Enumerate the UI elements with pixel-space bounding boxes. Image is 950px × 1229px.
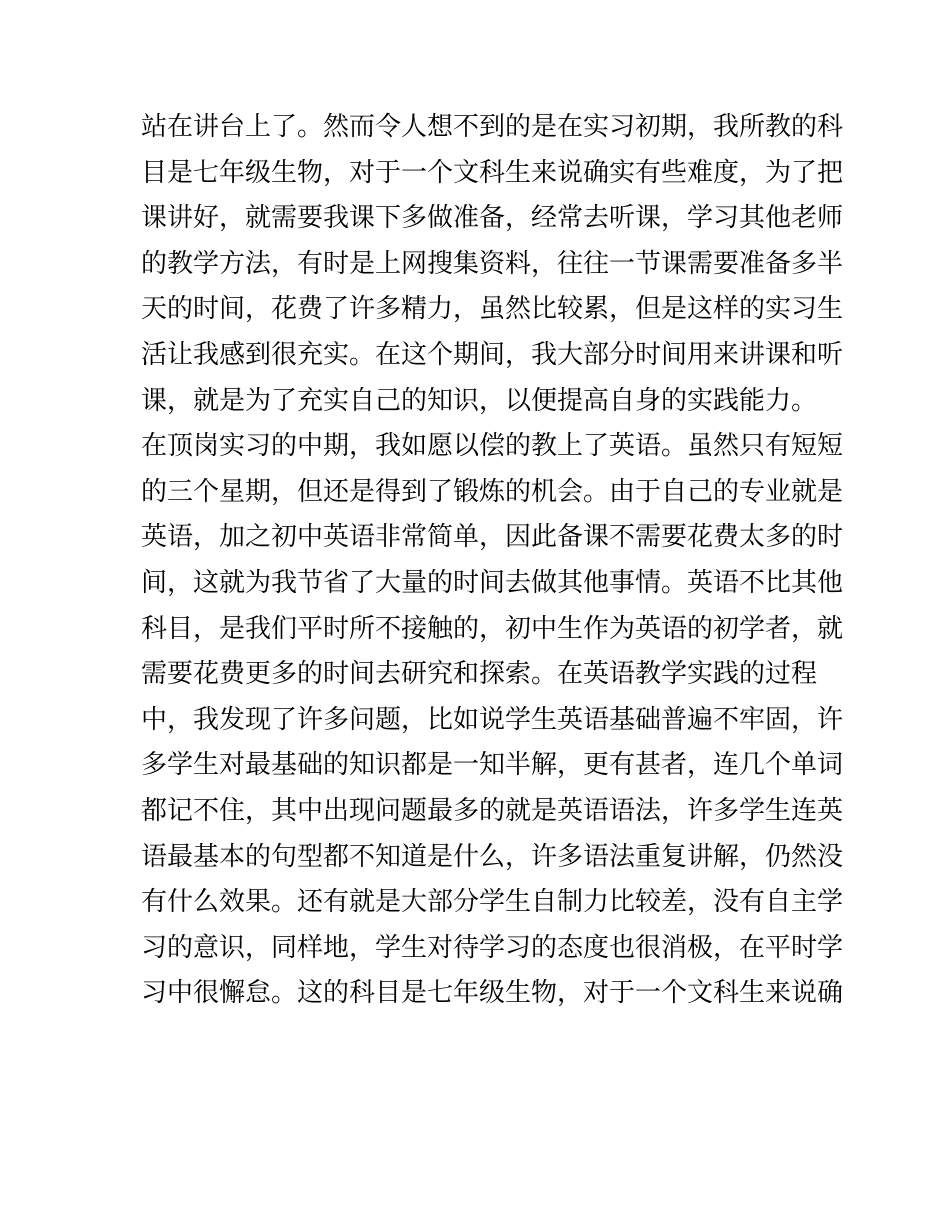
body-text (141, 105, 844, 1017)
text-line: 的教学方法，有时是上网搜集资料，往往一节课需要准备多半 (141, 248, 844, 279)
text-line: 有什么效果。还有就是大部分学生自制力比较差，没有自主学 (141, 887, 844, 918)
text-line: 间，这就为我节省了大量的时间去做其他事情。英语不比其他 (141, 567, 844, 598)
text-line: 在顶岗实习的中期，我如愿以偿的教上了英语。虽然只有短短 (141, 431, 844, 462)
text-line: 课，就是为了充实自己的知识，以便提高自身的实践能力。 (141, 385, 818, 416)
text-line: 语最基本的句型都不知道是什么，许多语法重复讲解，仍然没 (141, 841, 844, 872)
text-line: 习的意识，同样地，学生对待学习的态度也很消极，在平时学 (141, 932, 844, 963)
text-line: 需要花费更多的时间去研究和探索。在英语教学实践的过程 (141, 659, 818, 690)
text-line: 中，我发现了许多问题，比如说学生英语基础普遍不牢固，许 (141, 704, 844, 735)
text-line: 习中很懈怠。这的科目是七年级生物，对于一个文科生来说确 (141, 978, 844, 1009)
text-line: 都记不住，其中出现问题最多的就是英语语法，许多学生连英 (141, 795, 844, 826)
text-line: 目是七年级生物，对于一个文科生来说确实有些难度，为了把 (141, 157, 844, 188)
text-line: 科目，是我们平时所不接触的，初中生作为英语的初学者，就 (141, 613, 844, 644)
text-line: 多学生对最基础的知识都是一知半解，更有甚者，连几个单词 (141, 750, 844, 781)
text-line: 英语，加之初中英语非常简单，因此备课不需要花费太多的时 (141, 522, 844, 553)
text-line: 站在讲台上了。然而令人想不到的是在实习初期，我所教的科 (141, 112, 844, 142)
text-line: 活让我感到很充实。在这个期间，我大部分时间用来讲课和听 (141, 339, 844, 370)
text-line: 天的时间，花费了许多精力，虽然比较累，但是这样的实习生 (141, 294, 844, 325)
text-line: 的三个星期，但还是得到了锻炼的机会。由于自己的专业就是 (141, 476, 844, 507)
text-line: 课讲好，就需要我课下多做准备，经常去听课，学习其他老师 (141, 203, 844, 234)
